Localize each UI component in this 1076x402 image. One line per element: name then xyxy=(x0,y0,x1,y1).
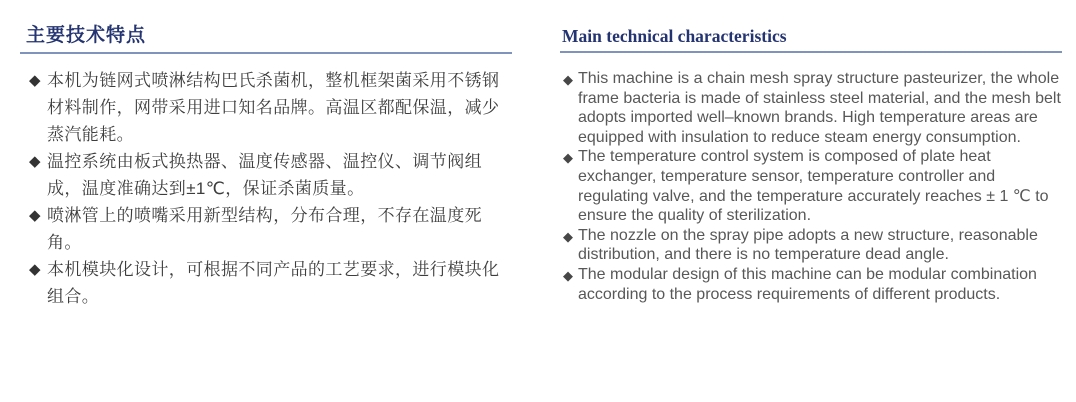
section-header-en xyxy=(560,25,1062,53)
list-item xyxy=(29,202,512,256)
list-item xyxy=(563,226,1062,265)
section-header-zh xyxy=(20,25,512,54)
section-title-en: Main technical characteristics xyxy=(562,26,787,46)
section-title-zh: 主要技术特点 xyxy=(26,25,147,46)
diamond-bullet-icon: ◆ xyxy=(29,261,41,278)
diamond-bullet-icon: ◆ xyxy=(563,228,573,244)
feature-list-zh xyxy=(29,67,512,310)
diamond-bullet-icon: ◆ xyxy=(563,267,573,283)
list-item xyxy=(29,148,512,202)
diamond-bullet-icon: ◆ xyxy=(563,72,573,87)
diamond-bullet-icon: ◆ xyxy=(563,150,573,166)
diamond-bullet-icon: ◆ xyxy=(29,72,41,89)
diamond-bullet-icon: ◆ xyxy=(29,207,41,224)
feature-list-en xyxy=(563,69,1062,304)
list-item xyxy=(563,147,1062,225)
list-item-text: 本机模块化设计，可根据不同产品的工艺要求，进行模块化组合。 xyxy=(47,260,500,306)
list-item xyxy=(29,256,512,310)
diamond-bullet-icon: ◆ xyxy=(29,153,41,170)
list-item xyxy=(29,67,512,148)
section-features-en xyxy=(560,25,1062,310)
list-item-text: This machine is a chain mesh spray structure pasteurizer, the whole frame bacteria is made of stainless steel material, and the mesh belt adopts imported well–known brands. High temperature areas are equipped with insulation to reduce steam energy consumption. xyxy=(578,70,1061,146)
section-features-zh xyxy=(20,25,512,310)
list-item-text: 本机为链网式喷淋结构巴氏杀菌机，整机框架菌采用不锈钢材料制作，网带采用进口知名品牌。高温区都配保温，减少蒸汽能耗。 xyxy=(47,71,500,144)
list-item xyxy=(563,69,1062,147)
list-item-text: The modular design of this machine can be modular combination according to the process requirements of different products. xyxy=(578,265,1037,303)
list-item-text: 喷淋管上的喷嘴采用新型结构，分布合理，不存在温度死角。 xyxy=(47,206,482,252)
list-item-text: The nozzle on the spray pipe adopts a new structure, reasonable distribution, and there is no temperature dead angle. xyxy=(578,226,1038,264)
list-item-text: 温控系统由板式换热器、温度传感器、温控仪、调节阀组成，温度准确达到±1℃，保证杀菌质量。 xyxy=(47,152,482,198)
list-item xyxy=(563,265,1062,304)
list-item-text: The temperature control system is composed of plate heat exchanger, temperature sensor, temperature controller and regulating valve, and the temperature accurately reaches ± 1 ℃ to ensure the quality of sterilization. xyxy=(578,148,1049,225)
